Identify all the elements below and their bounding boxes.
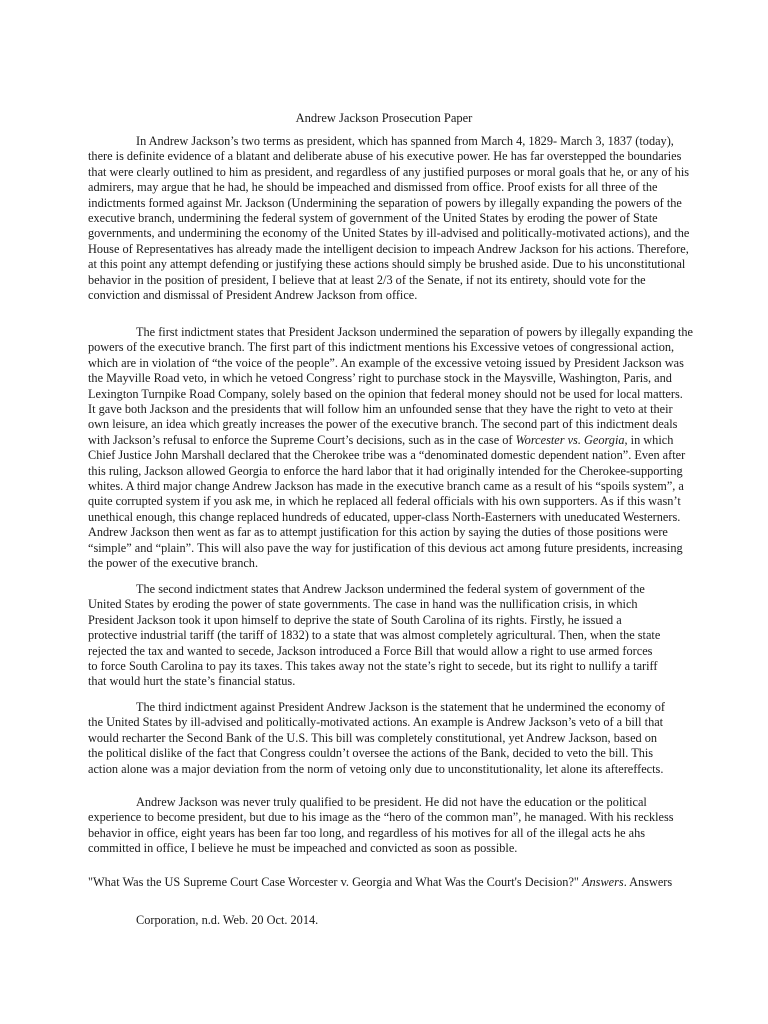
paragraph-line: powers of the executive branch. The first part of this indictment mentions his Excessive vetoes of congressional action, [88, 340, 675, 355]
paragraph-line: to force South Carolina to pay its taxes. This takes away not the state’s right to secede, but its right to nullify a tariff [88, 659, 658, 674]
paragraph-line: admirers, may argue that he had, he should be impeached and dismissed from office. Proof exists for all three of the [88, 180, 658, 195]
paragraph-line: The second indictment states that Andrew Jackson undermined the federal system of government of the [136, 582, 645, 596]
citation-publisher: . Answers [623, 875, 673, 889]
paragraph-line: Andrew Jackson was never truly qualified to be president. He did not have the education or the political [136, 795, 647, 809]
paragraph-line: executive branch, undermining the federal system of government of the United States by eroding the power of State [88, 211, 658, 226]
citation-source: Answers [582, 875, 624, 889]
paragraph-line: unethical enough, this change replaced hundreds of educated, upper-class North-Easterners with uneducated Westerners. [88, 509, 681, 524]
paragraph-line: committed in office, I believe he must be impeached and convicted as soon as possible. [88, 841, 518, 856]
paragraph-line: action alone was a major deviation from the norm of vetoing only due to unconstitutionality, let alone its aftereffects. [88, 761, 664, 776]
paragraph-line: Chief Justice John Marshall declared that the Cherokee tribe was a “denominated domestic dependent nation”. Even after [88, 448, 686, 463]
paragraph-line: the United States by ill-advised and politically-motivated actions. An example is Andrew Jackson’s veto of a bill that [88, 715, 664, 730]
paragraph-line: The third indictment against President Andrew Jackson is the statement that he undermined the economy of [136, 700, 665, 714]
paragraph-line: the power of the executive branch. [88, 556, 259, 571]
citation-title: "What Was the US Supreme Court Case Worcester v. Georgia and What Was the Court's Decision?" [88, 875, 582, 889]
paragraph-line: which are in violation of “the voice of the people”. An example of the excessive vetoing issued by President Jackson was [88, 355, 684, 370]
paragraph-line: The first indictment states that President Jackson undermined the separation of powers by illegally expanding the [136, 325, 693, 339]
paragraph-line: whites. A third major change Andrew Jackson has made in the executive branch came as a result of his “spoils system”, a [88, 479, 684, 494]
paragraph-line: President Jackson took it upon himself to deprive the state of South Carolina of its rights. Firstly, he issued a [88, 612, 622, 627]
paragraph-line: “simple” and “plain”. This will also pave the way for justification of this devious act among future presidents, increasing [88, 540, 683, 555]
paragraph-line: Lexington Turnpike Road Company, solely based on the opinion that federal money should not be used for local matters. [88, 386, 683, 401]
paragraph-line: governments, and undermining the economy of the United States by ill-advised and politically-motivated actions), and the [88, 226, 690, 241]
works-cited-entry-continuation: Corporation, n.d. Web. 20 Oct. 2014. [136, 913, 319, 927]
line-text: , in which [624, 432, 674, 447]
paragraph-line: this ruling, Jackson allowed Georgia to enforce the hard labor that it had originally intended for the Cherokee-supporting [88, 463, 683, 478]
paragraph-line: rejected the tax and wanted to secede, Jackson introduced a Force Bill that would allow a right to use armed forces [88, 643, 653, 658]
paragraph-line: that would hurt the state’s financial status. [88, 674, 296, 689]
paragraph-line: quite corrupted system if you ask me, in which he replaced all federal officials with his own supporters. As if this wasn’t [88, 494, 681, 509]
paragraph-line: Andrew Jackson then went as far as to attempt justification for this action by saying the duties of those positions were [88, 525, 668, 540]
paragraph-line: at this point any attempt defending or justifying these actions should simply be brushed aside. Due to his unconstitutional [88, 257, 686, 272]
paragraph-line: In Andrew Jackson’s two terms as president, which has spanned from March 4, 1829- March 3, 1837 (today), [136, 134, 674, 148]
paragraph-line: It gave both Jackson and the presidents that will follow him an unfounded sense that they have the right to veto at their [88, 402, 673, 417]
paragraph-conclusion [88, 795, 708, 857]
paragraph-line: indictments formed against Mr. Jackson (Undermining the separation of powers by illegally expanding the powers of the [88, 195, 682, 210]
paragraph-line: behavior in the position of president, I believe that at least 2/3 of the Senate, if not its entirety, should vote for the [88, 272, 646, 287]
paragraph-third-indictment [88, 700, 708, 777]
paragraph-introduction [88, 134, 708, 303]
paragraph-line: would recharter the Second Bank of the U.S. This bill was completely constitutional, yet Andrew Jackson, based on [88, 730, 658, 745]
paragraph-line [88, 433, 708, 448]
paragraph-line: there is definite evidence of a blatant and deliberate abuse of his executive power. He has far overstepped the boundaries [88, 149, 682, 164]
paragraph-line: behavior in office, eight years has been far too long, and regardless of his motives for all of the illegal acts he ahs [88, 825, 646, 840]
works-cited-entry [88, 874, 672, 890]
line-text: with Jackson’s refusal to enforce the Supreme Court’s decisions, such as in the case of [88, 432, 516, 447]
case-name: Worcester vs. Georgia [515, 432, 625, 447]
paragraph-line: the political dislike of the fact that Congress couldn’t oversee the actions of the Bank, decided to veto the bill. This [88, 746, 654, 761]
paragraph-line: conviction and dismissal of President Andrew Jackson from office. [88, 288, 418, 303]
paragraph-first-indictment [88, 325, 708, 572]
paragraph-line: own leisure, an idea which greatly increases the power of the executive branch. The second part of this indictment deals [88, 417, 678, 432]
paragraph-line: the Mayville Road veto, in which he vetoed Congress’ right to purchase stock in the Maysville, Washington, Paris, and [88, 371, 672, 386]
paragraph-line: experience to become president, but due to his image as the “hero of the common man”, he managed. With his reckless [88, 810, 674, 825]
paragraph-line: protective industrial tariff (the tariff of 1832) to a state that was almost completely agricultural. Then, when the state [88, 628, 661, 643]
document-title: Andrew Jackson Prosecution Paper [295, 111, 473, 125]
paragraph-line: that were clearly outlined to him as president, and regardless of any justified purposes or moral goals that he, or any of his [88, 164, 690, 179]
paragraph-line: United States by eroding the power of state governments. The case in hand was the nullification crisis, in which [88, 597, 638, 612]
paragraph-line: House of Representatives has already made the intelligent decision to impeach Andrew Jackson for his actions. Therefore, [88, 241, 689, 256]
paragraph-second-indictment [88, 582, 708, 690]
